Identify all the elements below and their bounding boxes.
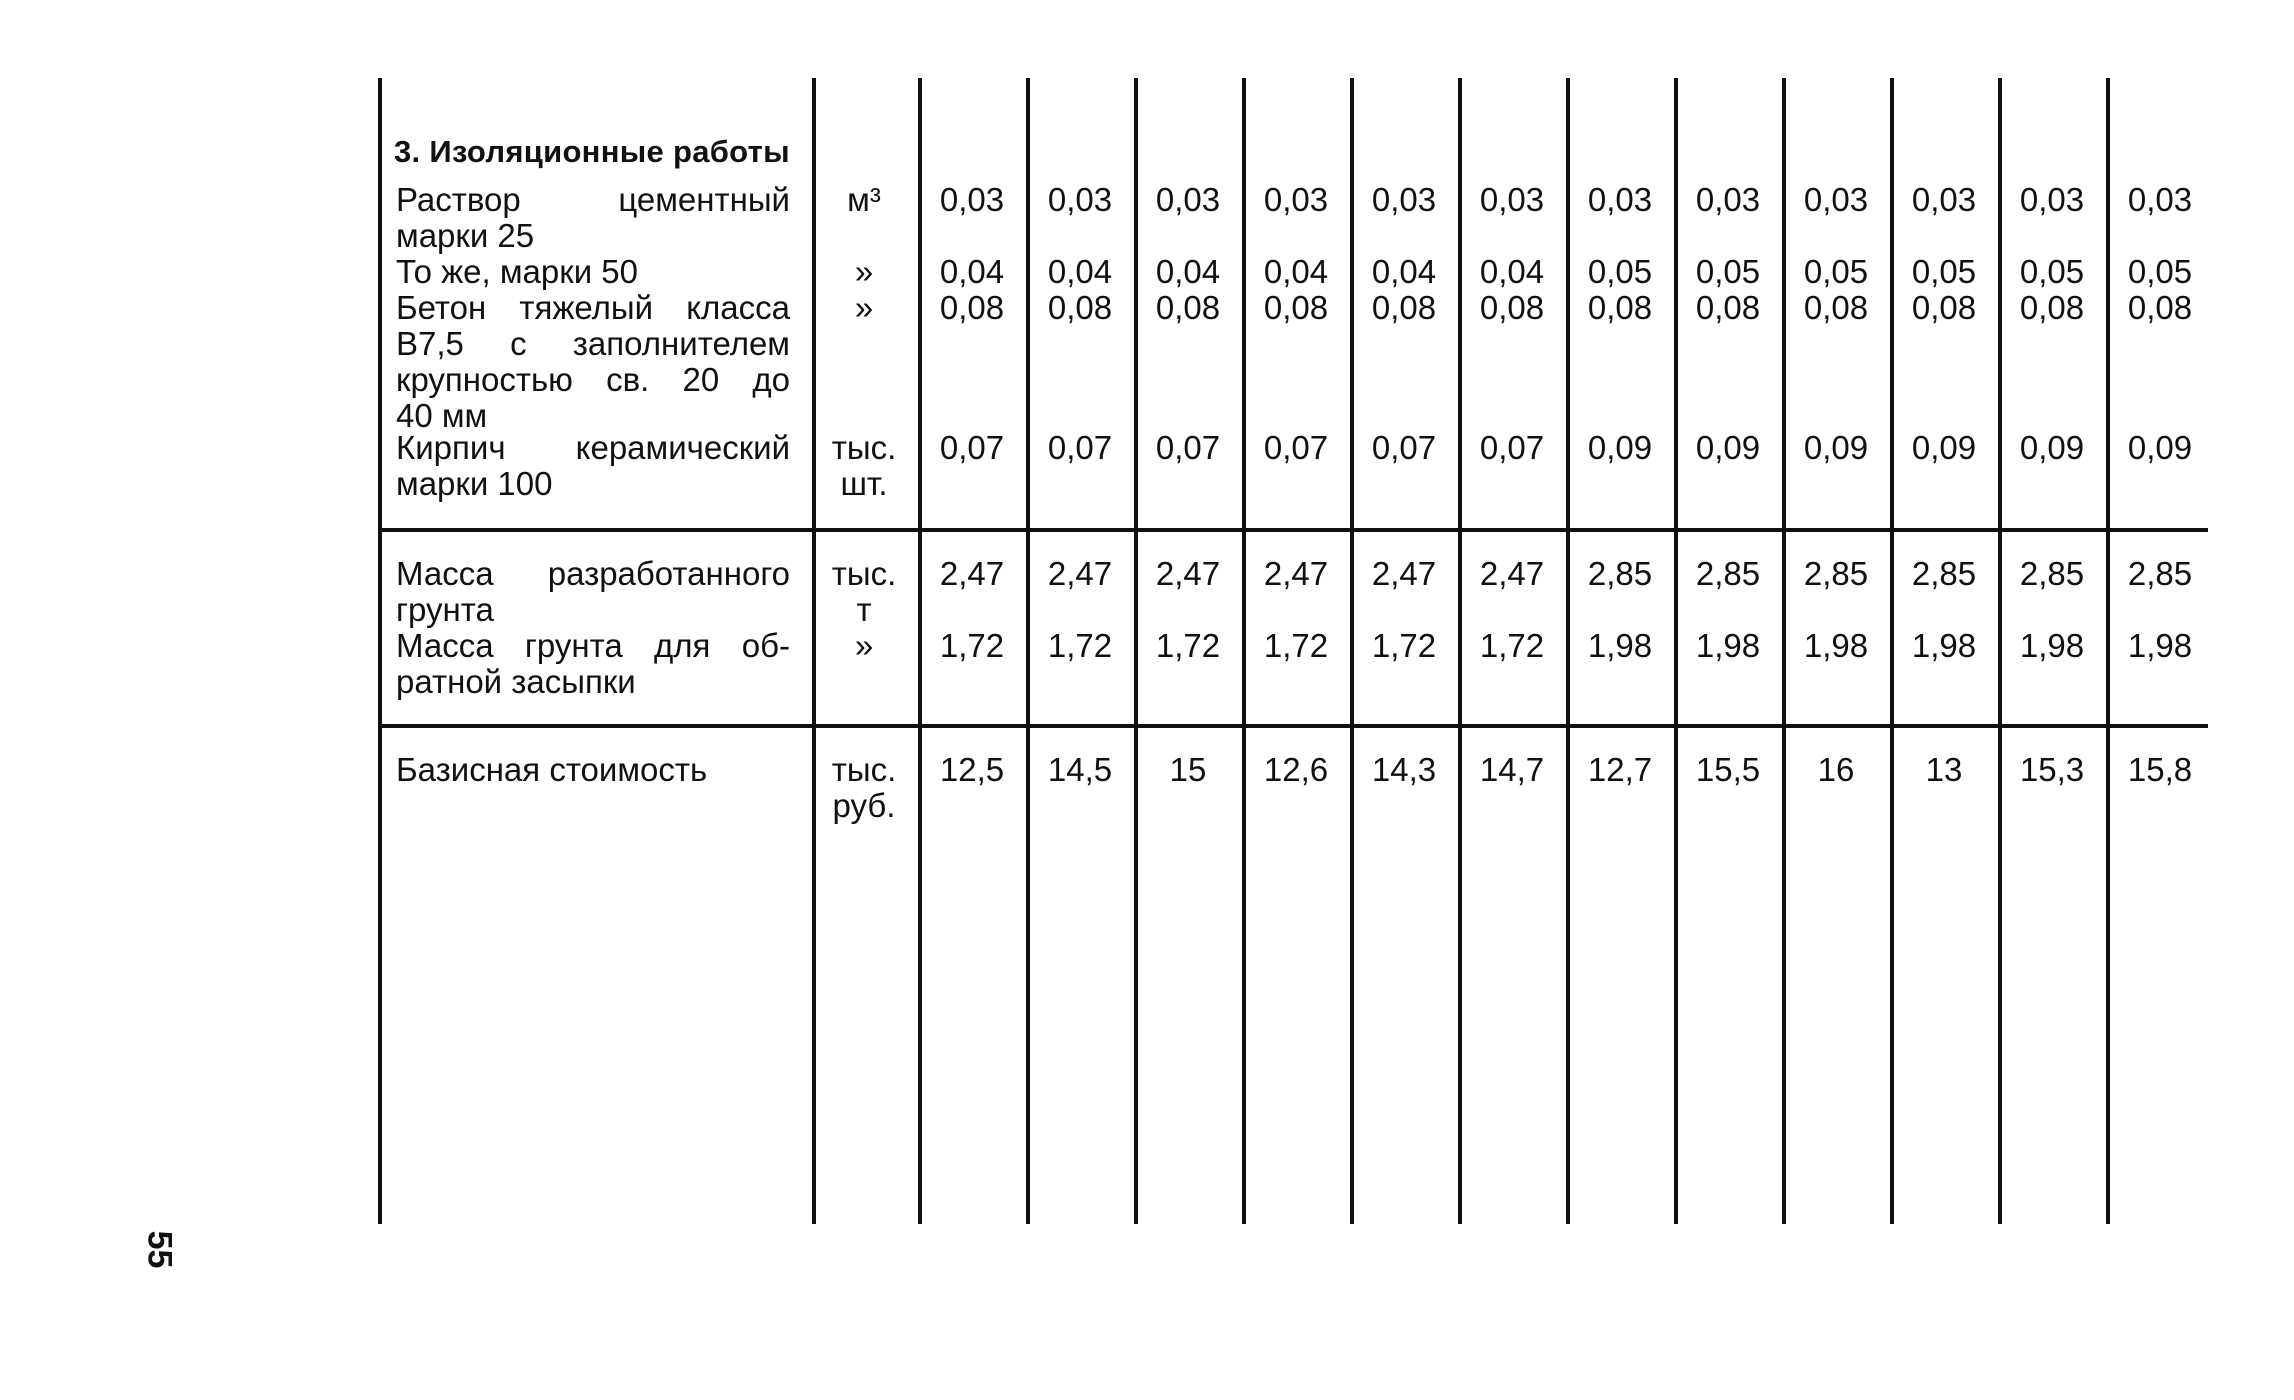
table-cell: 1,72 [1155, 627, 1221, 664]
table-cell: 0,04 [1479, 253, 1545, 290]
row-unit-line: м³ [847, 181, 881, 218]
table-cell: 0,08 [1911, 289, 1977, 326]
table-cell: 0,07 [1479, 429, 1545, 466]
table-cell: 1,72 [1263, 627, 1329, 664]
table-cell: 1,72 [1371, 627, 1437, 664]
row-description-line: марки 25 [396, 217, 535, 254]
row-description [396, 752, 790, 788]
row-unit-line: » [854, 627, 874, 664]
table-cell: 1,72 [1479, 627, 1545, 664]
table-cell: 14,7 [1479, 751, 1545, 788]
row-description-line: 40 мм [396, 397, 488, 434]
table-cell: 0,03 [1479, 181, 1545, 218]
table-cell: 0,03 [2127, 181, 2193, 218]
table-cell: 0,08 [1695, 289, 1761, 326]
row-description [396, 556, 790, 628]
row-unit-line: » [854, 253, 874, 290]
row-description [396, 628, 790, 700]
table-cell: 15 [1169, 751, 1207, 788]
table-cell: 0,08 [1263, 289, 1329, 326]
table-cell: 2,47 [1479, 555, 1545, 592]
table-cell: 0,03 [1047, 181, 1113, 218]
row-description-line: В7,5 с заполнителем [396, 325, 790, 362]
table-cell: 15,3 [2019, 751, 2085, 788]
table-cell: 0,03 [939, 181, 1005, 218]
table-cell: 15,8 [2127, 751, 2193, 788]
table-cell: 12,7 [1587, 751, 1653, 788]
row-description-line: Масса разработанного [396, 555, 790, 592]
table-cell: 2,47 [1047, 555, 1113, 592]
section-title: 3. Изоляционные работы [394, 134, 790, 169]
table-cell: 2,85 [1695, 555, 1761, 592]
table-cell: 0,04 [1263, 253, 1329, 290]
row-description [396, 254, 790, 290]
table-cell: 2,85 [1803, 555, 1869, 592]
row-unit-line: тыс. [831, 555, 897, 592]
row-unit-line: руб. [832, 787, 896, 824]
row-description-line: То же, марки 50 [396, 253, 639, 290]
table-cell: 0,03 [1911, 181, 1977, 218]
row-unit [814, 628, 914, 664]
row-unit-line: т [856, 591, 872, 628]
row-unit [814, 752, 914, 824]
table-cell: 0,08 [1155, 289, 1221, 326]
table-cell: 0,03 [2019, 181, 2085, 218]
table-cell: 1,72 [939, 627, 1005, 664]
table-cell: 2,85 [2019, 555, 2085, 592]
row-group-rule [378, 528, 2208, 532]
table-cell: 1,98 [1587, 627, 1653, 664]
table-cell: 0,07 [939, 429, 1005, 466]
table-cell: 0,08 [1047, 289, 1113, 326]
row-description-line: марки 100 [396, 465, 553, 502]
table-cell: 0,03 [1371, 181, 1437, 218]
table-cell: 0,03 [1587, 181, 1653, 218]
table-cell: 12,6 [1263, 751, 1329, 788]
row-group-rule [378, 724, 2208, 728]
table-cell: 0,07 [1047, 429, 1113, 466]
table-cell: 2,47 [1263, 555, 1329, 592]
table-cell: 0,09 [1587, 429, 1653, 466]
table-cell: 0,05 [1587, 253, 1653, 290]
table-cell: 0,08 [2127, 289, 2193, 326]
row-unit-line: тыс. [831, 751, 897, 788]
table-cell: 1,98 [2019, 627, 2085, 664]
table-cell: 0,03 [1803, 181, 1869, 218]
row-description [396, 430, 790, 502]
table-cell: 0,07 [1155, 429, 1221, 466]
table-cell: 0,09 [1803, 429, 1869, 466]
table-cell: 0,04 [1047, 253, 1113, 290]
table-cell: 2,47 [939, 555, 1005, 592]
table-cell: 0,03 [1695, 181, 1761, 218]
table-cell: 0,07 [1371, 429, 1437, 466]
table-cell: 2,85 [2127, 555, 2193, 592]
table-cell: 1,98 [1695, 627, 1761, 664]
table-cell: 0,05 [1695, 253, 1761, 290]
table-cell: 1,98 [1803, 627, 1869, 664]
table-cell: 0,04 [1371, 253, 1437, 290]
row-description-line: грунта [396, 591, 494, 628]
table-cell: 0,08 [1803, 289, 1869, 326]
row-description-line: ратной засыпки [396, 663, 636, 700]
row-description-line: Масса грунта для об- [396, 627, 790, 664]
table-cell: 0,05 [1911, 253, 1977, 290]
table-cell: 0,08 [1479, 289, 1545, 326]
table-cell: 14,5 [1047, 751, 1113, 788]
table-cell: 1,72 [1047, 627, 1113, 664]
table-cell: 12,5 [939, 751, 1005, 788]
table-cell: 0,08 [1371, 289, 1437, 326]
table-cell: 15,5 [1695, 751, 1761, 788]
table-cell: 1,98 [2127, 627, 2193, 664]
table-cell: 2,85 [1911, 555, 1977, 592]
row-unit [814, 290, 914, 326]
table-cell: 16 [1817, 751, 1855, 788]
page-number: 55 [140, 1230, 179, 1269]
table-cell: 0,08 [1587, 289, 1653, 326]
table-cell: 0,05 [2019, 253, 2085, 290]
row-description-line: крупностью св. 20 до [396, 361, 790, 398]
table-cell: 2,47 [1155, 555, 1221, 592]
row-unit [814, 430, 914, 502]
row-unit [814, 556, 914, 628]
table-cell: 0,05 [2127, 253, 2193, 290]
table-cell: 0,04 [1155, 253, 1221, 290]
table-cell: 0,09 [2019, 429, 2085, 466]
table-cell: 2,85 [1587, 555, 1653, 592]
table-cell: 13 [1925, 751, 1963, 788]
table-cell: 14,3 [1371, 751, 1437, 788]
row-description-line: Кирпич керамический [396, 429, 790, 466]
table-cell: 0,05 [1803, 253, 1869, 290]
row-description [396, 182, 790, 254]
table-cell: 0,03 [1263, 181, 1329, 218]
row-description-line: Базисная стоимость [396, 751, 708, 788]
table-cell: 0,03 [1155, 181, 1221, 218]
table-cell: 0,09 [1695, 429, 1761, 466]
row-unit-line: тыс. [831, 429, 897, 466]
row-unit-line: шт. [840, 465, 888, 502]
row-description [396, 290, 790, 434]
column-rule [378, 78, 382, 1224]
table-cell: 1,98 [1911, 627, 1977, 664]
row-unit [814, 254, 914, 290]
row-unit [814, 182, 914, 218]
table-cell: 0,09 [2127, 429, 2193, 466]
row-description-line: Раствор цементный [396, 181, 790, 218]
table-cell: 0,07 [1263, 429, 1329, 466]
row-unit-line: » [854, 289, 874, 326]
table-cell: 0,09 [1911, 429, 1977, 466]
table-cell: 0,08 [2019, 289, 2085, 326]
table-cell: 0,08 [939, 289, 1005, 326]
row-description-line: Бетон тяжелый класса [396, 289, 790, 326]
table-cell: 0,04 [939, 253, 1005, 290]
table-cell: 2,47 [1371, 555, 1437, 592]
